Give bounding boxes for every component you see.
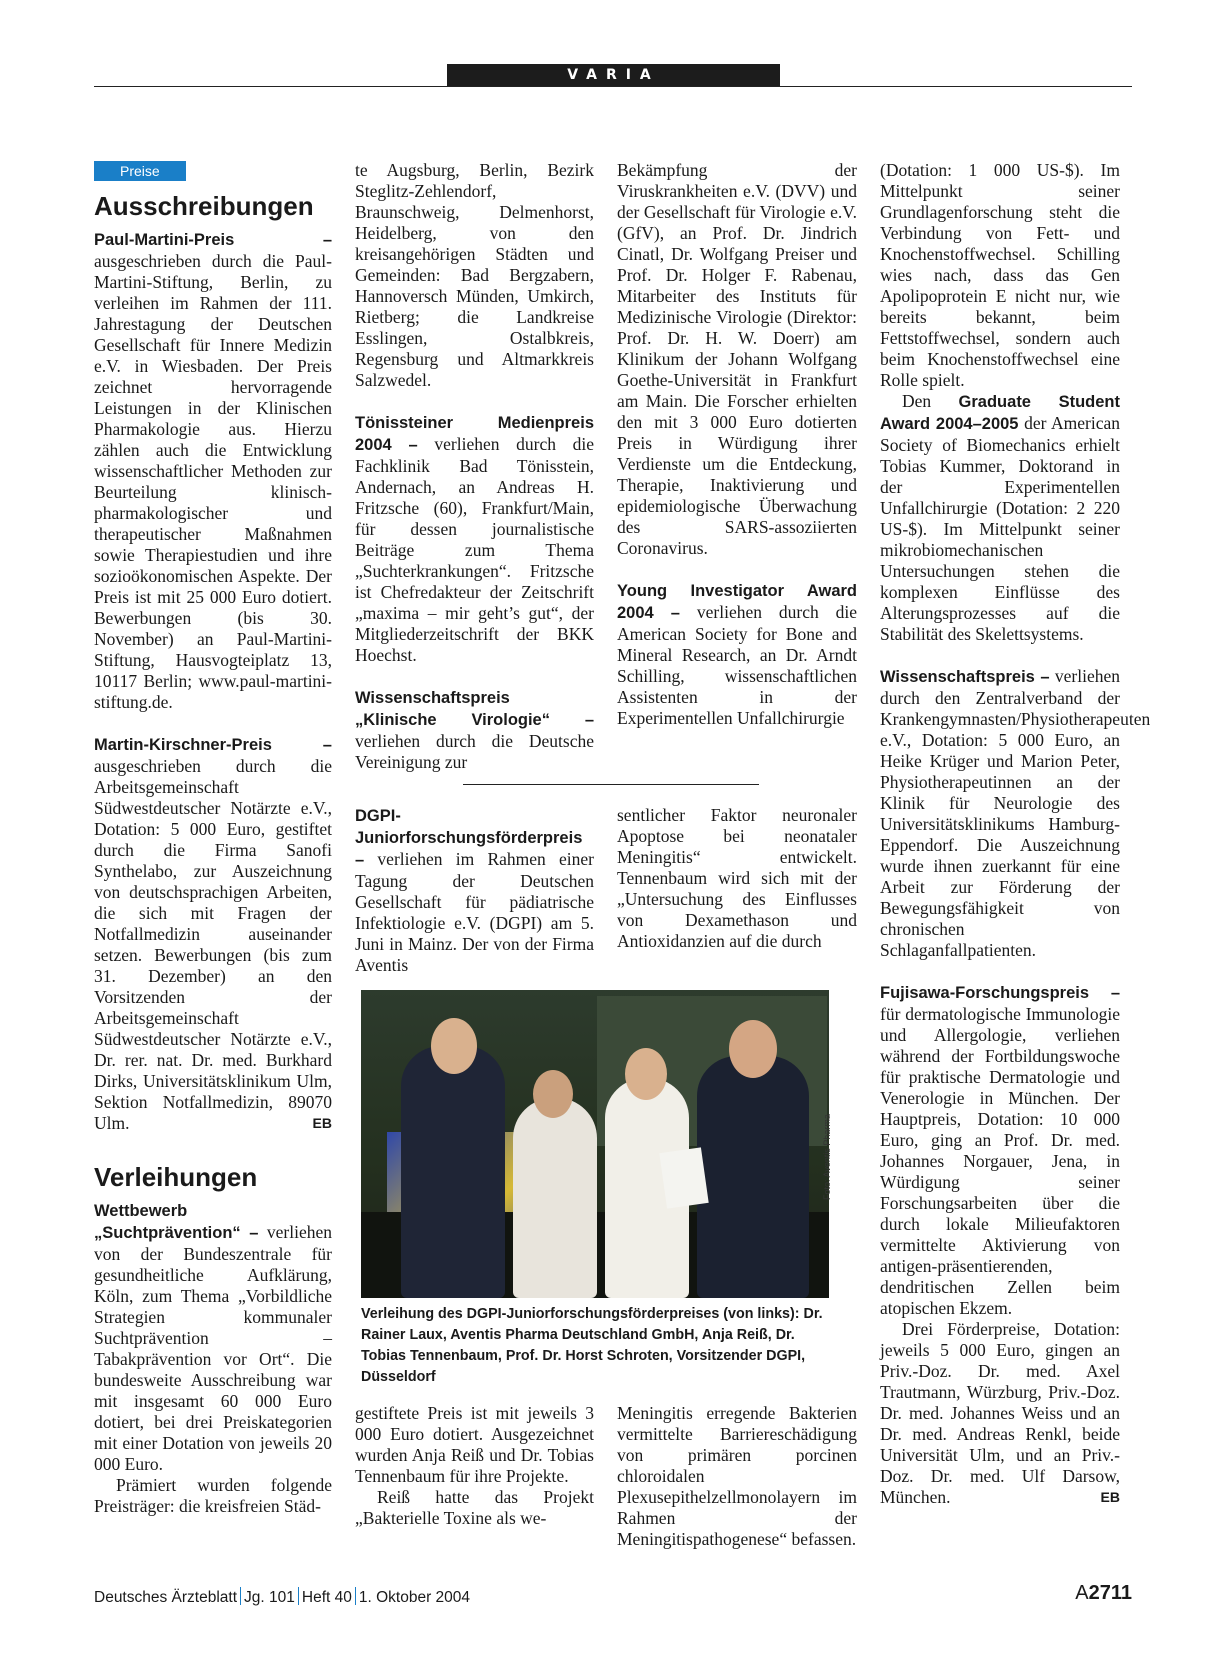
photo-credit: Foto: Aventis Pharma (822, 1114, 832, 1200)
page-number: A2711 (1075, 1582, 1132, 1604)
column-3 (617, 160, 857, 729)
paragraph: gestiftete Preis ist mit jeweils 3 000 Euro dotiert. Ausgezeichnet wurden Anja Reiß und Dr. Tobias Tennenbaum für ihre Projekte. (355, 1403, 594, 1486)
author-signature: EB (312, 1115, 332, 1131)
heading-verleihungen: Verleihungen (94, 1162, 258, 1192)
dgpi-column-3 (355, 1403, 594, 1529)
footer-citation (94, 1587, 470, 1607)
dgpi-column-4 (617, 1403, 857, 1550)
volume: Jg. 101 (244, 1589, 295, 1606)
paragraph: Tönissteiner Medienpreis 2004 – verliehen durch die Fachklinik Bad Tönisstein, Andernach, an Andreas H. Fritzsche (60), Frankfurt/Main, für dessen journalistische Beiträge zum Thema „Suchterkrankungen“. Fritzsche ist Chefredakteur der Zeitschrift „maxima – mir geht’s gut“, der Mitgliederzeitschrift der BKK Hoechst. (355, 414, 595, 665)
header-rule (94, 86, 1132, 87)
paragraph: Wettbewerb „Suchtprävention“ – verliehen von der Bundeszentrale für gesundheitliche Aufklärung, Köln, zum Thema „Vorbildliche Strategien kommunaler Suchtprävention – Tabakprävention vor Ort“. Die bundesweite Ausschreibung war mit insgesamt 60 000 Euro dotiert, bei drei Preiskategorien mit einer Dotation von jeweils 20 000 Euro. (94, 1202, 332, 1474)
paragraph: Paul-Martini-Preis – ausgeschrieben durch die Paul-Martini-Stiftung, Berlin, zu verleihen im Rahmen der 111. Jahrestagung der Deutschen Gesellschaft für Innere Medizin e.V. in Wiesbaden. Der Preis zeichnet hervorragende Leistungen in der Klinischen Pharmakologie aus. Hierzu zählen auch die Entwicklung wissenschaftlicher Methoden zur Beurteilung klinisch-pharmakologischer und therapeutischer Maßnahmen sowie Therapiestudien und ihre sozioökonomischen Aspekte. Der Preis ist mit 25 000 Euro dotiert. Bewerbungen (bis 30. November) an Paul-Martini-Stiftung, Hausvogteiplatz 13, 10117 Berlin; www.paul-martini-stiftung.de. (94, 231, 332, 712)
issue: Heft 40 (301, 1589, 352, 1606)
dgpi-column-2 (617, 805, 857, 952)
paragraph: te Augsburg, Berlin, Bezirk Steglitz-Zehlendorf, Braunschweig, Delmenhorst, Heidelberg, von den kreisangehörigen Städten und Gemeinden: Bad Bergzabern, Hannoversch Münden, Umkirch, Rietberg; die Landkreise Esslingen, Ostalbkreis, Regensburg und Altmarkkreis Salzwedel. (355, 160, 594, 390)
paragraph: Martin-Kirschner-Preis – ausgeschrieben durch die Arbeitsgemeinschaft Südwestdeutscher Notärzte e.V., Dotation: 5 000 Euro, gestiftet durch die Firma Sanofi Synthelabo, zur Auszeichnung von deutschsprachigen Arbeiten, die sich mit Fragen der Notfallmedizin auseinander setzen. Bewerbungen (bis zum 31. Dezember) an den Vorsitzenden der Arbeitsgemeinschaft Südwestdeutscher Notärzte e.V., Dr. rer. nat. Dr. med. Burkhard Dirks, Universitätsklinikum Ulm, Sektion Notfallmedizin, 89070 Ulm. EB (94, 736, 332, 1133)
paragraph: DGPI-Juniorforschungsförderpreis – verliehen im Rahmen einer Tagung der Deutschen Gesellschaft für pädiatrische Infektiologie e.V. (DGPI) am 5. Juni in Mainz. Der von der Firma Aventis (355, 807, 594, 975)
paragraph: sentlicher Faktor neuronaler Apoptose bei neonataler Meningitis“ entwickelt. Tennenbaum wird sich mit der „Untersuchung des Einflusses von Dexamethason und Antioxidanzien auf die durch (617, 805, 857, 951)
journal-name: Deutsches Ärzteblatt (94, 1589, 238, 1606)
paragraph: Fujisawa-Forschungspreis – für dermatologische Immunologie und Allergologie, verliehen während der Fortbildungswoche für praktische Dermatologie und Venerologie in München. Der Hauptpreis, Dotation: 10 000 Euro, ging an Prof. Dr. med. Johannes Norgauer, Jena, in Würdigung seiner Forschungsarbeiten über die durch lokale Milieufaktoren vermittelte Aktivierung von antigen-präsentierenden, dendritischen Zellen beim atopischen Ekzem. (880, 984, 1120, 1318)
column-1 (94, 160, 332, 1517)
column-4 (880, 160, 1151, 1508)
paragraph: Prämiert wurden folgende Preisträger: die kreisfreien Städ- (94, 1475, 332, 1516)
category-tag: Preise (94, 161, 186, 181)
paragraph: Wissenschaftspreis „Klinische Virologie“ – verliehen durch die Deutsche Vereinigung zur (355, 689, 594, 772)
issue-date: 1. Oktober 2004 (358, 1589, 471, 1606)
paragraph: Wissenschaftspreis – verliehen durch den Zentralverband der Krankengymnasten/Physiotherapeuten e.V., Dotation: 5 000 Euro, an Heike Krüger und Marion Peter, Physiotherapeutinnen an der Klinik für Neurologie des Universitätsklinikums Hamburg-Eppendorf. Die Auszeichnung wurde ihnen zuerkannt für eine Arbeit zur Förderung der Bewegungsfähigkeit von chronischen Schlaganfallpatienten. (880, 666, 1151, 960)
section-header: VARIA (447, 64, 780, 86)
paragraph: Meningitis erregende Bakterien vermittelte Barriereschädigung von primären porcinen chloroidalen Plexusepithelzellmonolayern im Rahmen der Meningitispathogenese“ befassen. (617, 1403, 857, 1549)
heading-ausschreibungen: Ausschreibungen (94, 191, 314, 221)
photo-caption: Verleihung des DGPI-Juniorforschungsförderpreises (von links): Dr. Rainer Laux, Aventis Pharma Deutschland GmbH, Anja Reiß, Dr. Tobias Tennenbaum, Prof. Dr. Horst Schroten, Vorsitzender DGPI, Düsseldorf (361, 1306, 823, 1385)
paragraph: Young Investigator Award 2004 – verliehen durch die American Society for Bone and Mineral Research, an Dr. Arndt Schilling, wissenschaftlichen Assistenten in der Experimentellen Unfallchirurgie (617, 582, 858, 728)
dgpi-column-1 (355, 805, 594, 976)
paragraph: (Dotation: 1 000 US-$). Im Mittelpunkt seiner Grundlagenforschung steht die Verbindung von Fett- und Knochenstoffwechsel. Schilling wies nach, dass das Gen Apolipoprotein E nicht nur, wie bereits bekannt, beim Fettstoffwechsel, sondern auch beim Knochenstoffwechsel eine Rolle spielt. (880, 160, 1120, 390)
paragraph: Drei Förderpreise, Dotation: jeweils 5 000 Euro, gingen an Priv.-Doz. Dr. med. Axel Trautmann, Würzburg, Priv.-Doz. Dr. med. Johannes Weiss und an Dr. med. Andreas Renkl, beide Universität Ulm, und an Priv.-Doz. Dr. med. Ulf Darsow, München. EB (880, 1319, 1120, 1507)
section-divider (463, 784, 759, 785)
paragraph: Den Graduate Student Award 2004–2005 der American Society of Biomechanics erhielt Tobias Kummer, Doktorand in der Experimentellen Unfallchirurgie (Dotation: 2 220 US-$). Im Mittelpunkt seiner mikrobiomechanischen Untersuchungen stehen die komplexen Einflüsse des Alterungsprozesses auf die Stabilität des Skelettsystems. (880, 391, 1120, 644)
paragraph: Reiß hatte das Projekt „Bakterielle Toxine als we- (355, 1487, 594, 1528)
award-photo (361, 990, 829, 1298)
paragraph: Bekämpfung der Viruskrankheiten e.V. (DVV) und der Gesellschaft für Virologie e.V. (GfV), an Prof. Dr. Jindrich Cinatl, Dr. Wolfgang Preiser und Prof. Dr. Holger F. Rabenau, Mitarbeiter des Instituts für Medizinische Virologie (Direktor: Prof. Dr. H. W. Doerr) am Klinikum der Johann Wolfgang Goethe-Universität in Frankfurt am Main. Die Forscher erhielten den mit 3 000 Euro dotierten Preis in Würdigung ihrer Verdienste um die Entdeckung, Therapie, Inaktivierung und epidemiologische Überwachung des SARS-assoziierten Coronavirus. (617, 160, 857, 558)
author-signature: EB (1100, 1489, 1120, 1505)
column-2 (355, 160, 594, 773)
